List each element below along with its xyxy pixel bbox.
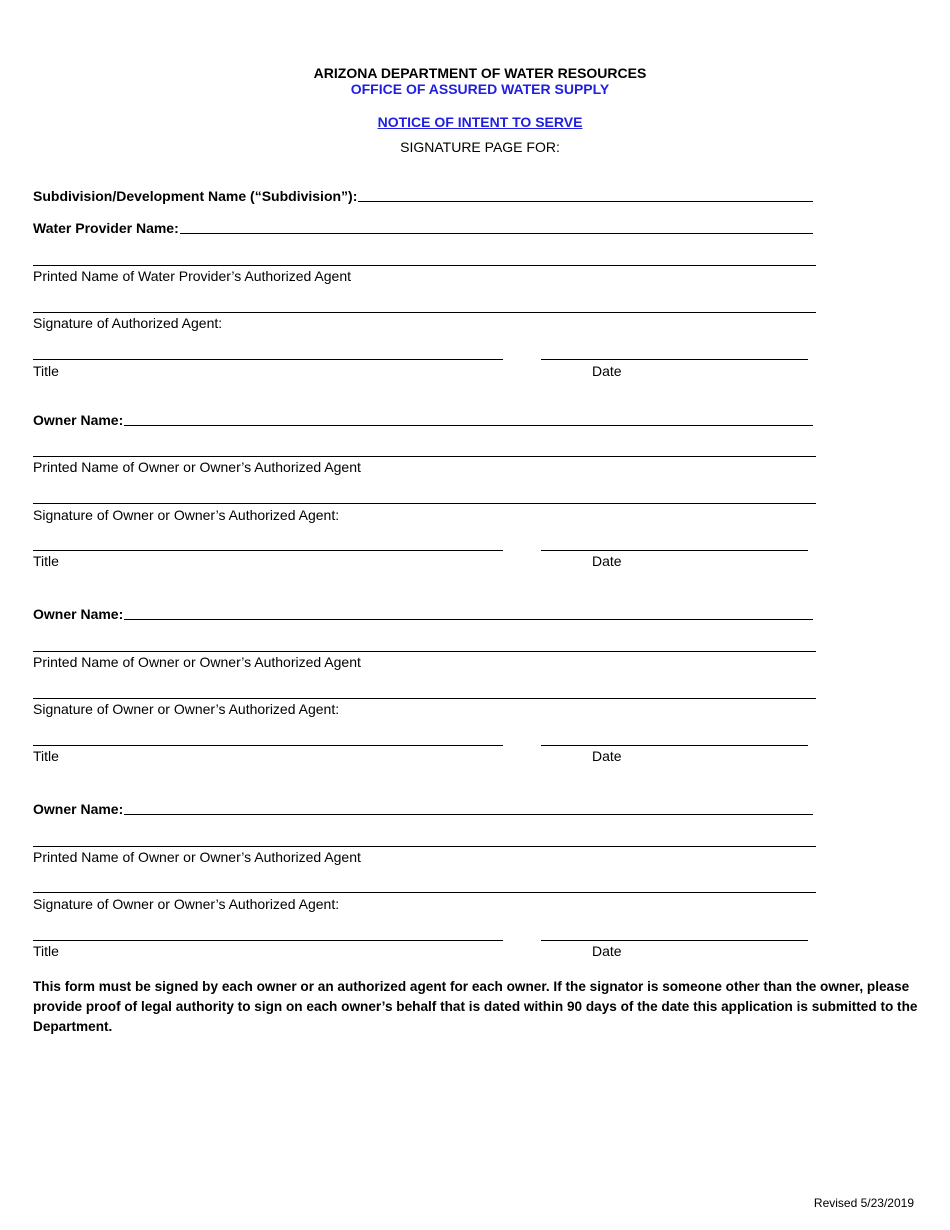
owner-printed-name-caption-3: Printed Name of Owner or Owner’s Authorized Agent bbox=[33, 849, 361, 865]
owner-signature-caption-1: Signature of Owner or Owner’s Authorized Agent: bbox=[33, 507, 340, 523]
owner-signature-line-2[interactable] bbox=[33, 698, 816, 699]
owner-name-blank-1[interactable] bbox=[124, 424, 813, 426]
owner-printed-name-line-2[interactable] bbox=[33, 651, 816, 652]
office-title: OFFICE OF ASSURED WATER SUPPLY bbox=[350, 81, 610, 97]
owner-title-line-2[interactable] bbox=[33, 745, 503, 746]
owner-name-field-3[interactable] bbox=[33, 797, 813, 817]
provider-date-line[interactable] bbox=[541, 359, 808, 360]
owner-date-caption-1: Date bbox=[592, 553, 622, 569]
signature-requirement-notice: This form must be signed by each owner or an authorized agent for each owner. If the signator is someone other than the owner, please provide proof of legal authority to sign on each owner’s behalf that is dated within 90 days of the date this application is submitted to the Department. bbox=[33, 979, 918, 1034]
owner-name-label-1: Owner Name: bbox=[33, 412, 124, 428]
owner-date-line-3[interactable] bbox=[541, 940, 808, 941]
owner-date-caption-3: Date bbox=[592, 943, 622, 959]
owner-date-line-2[interactable] bbox=[541, 745, 808, 746]
owner-signature-caption-2: Signature of Owner or Owner’s Authorized Agent: bbox=[33, 701, 340, 717]
owner-printed-name-caption-1: Printed Name of Owner or Owner’s Authorized Agent bbox=[33, 459, 361, 475]
owner-signature-line-1[interactable] bbox=[33, 503, 816, 504]
subdivision-label: Subdivision/Development Name (“Subdivision”): bbox=[33, 188, 358, 204]
owner-date-line-1[interactable] bbox=[541, 550, 808, 551]
owner-date-caption-2: Date bbox=[592, 748, 622, 764]
subdivision-blank[interactable] bbox=[358, 200, 813, 202]
provider-date-caption: Date bbox=[592, 363, 622, 379]
owner-title-caption-1: Title bbox=[33, 553, 59, 569]
owner-title-line-3[interactable] bbox=[33, 940, 503, 941]
owner-printed-name-line-3[interactable] bbox=[33, 846, 816, 847]
owner-printed-name-caption-2: Printed Name of Owner or Owner’s Authorized Agent bbox=[33, 654, 361, 670]
signature-page-for: SIGNATURE PAGE FOR: bbox=[400, 139, 560, 155]
provider-printed-name-caption: Printed Name of Water Provider’s Authorized Agent bbox=[33, 268, 352, 284]
subdivision-field[interactable] bbox=[33, 184, 813, 204]
provider-signature-caption: Signature of Authorized Agent: bbox=[33, 315, 223, 331]
provider-title-line[interactable] bbox=[33, 359, 503, 360]
owner-signature-line-3[interactable] bbox=[33, 892, 816, 893]
owner-name-blank-3[interactable] bbox=[124, 813, 813, 815]
water-provider-blank[interactable] bbox=[180, 232, 813, 234]
owner-name-field-1[interactable] bbox=[33, 408, 813, 428]
provider-signature-line[interactable] bbox=[33, 312, 816, 313]
owner-title-caption-3: Title bbox=[33, 943, 59, 959]
revised-date: Revised 5/23/2019 bbox=[813, 1196, 914, 1210]
owner-name-blank-2[interactable] bbox=[124, 618, 813, 620]
water-provider-label: Water Provider Name: bbox=[33, 220, 179, 236]
water-provider-field[interactable] bbox=[33, 216, 813, 236]
owner-printed-name-line-1[interactable] bbox=[33, 456, 816, 457]
owner-signature-caption-3: Signature of Owner or Owner’s Authorized Agent: bbox=[33, 896, 340, 912]
provider-printed-name-line[interactable] bbox=[33, 265, 816, 266]
owner-name-field-2[interactable] bbox=[33, 602, 813, 622]
agency-title: ARIZONA DEPARTMENT OF WATER RESOURCES bbox=[313, 65, 647, 81]
provider-title-caption: Title bbox=[33, 363, 59, 379]
owner-name-label-3: Owner Name: bbox=[33, 801, 124, 817]
owner-title-caption-2: Title bbox=[33, 748, 59, 764]
owner-title-line-1[interactable] bbox=[33, 550, 503, 551]
notice-title: NOTICE OF INTENT TO SERVE bbox=[377, 114, 583, 130]
owner-name-label-2: Owner Name: bbox=[33, 606, 124, 622]
